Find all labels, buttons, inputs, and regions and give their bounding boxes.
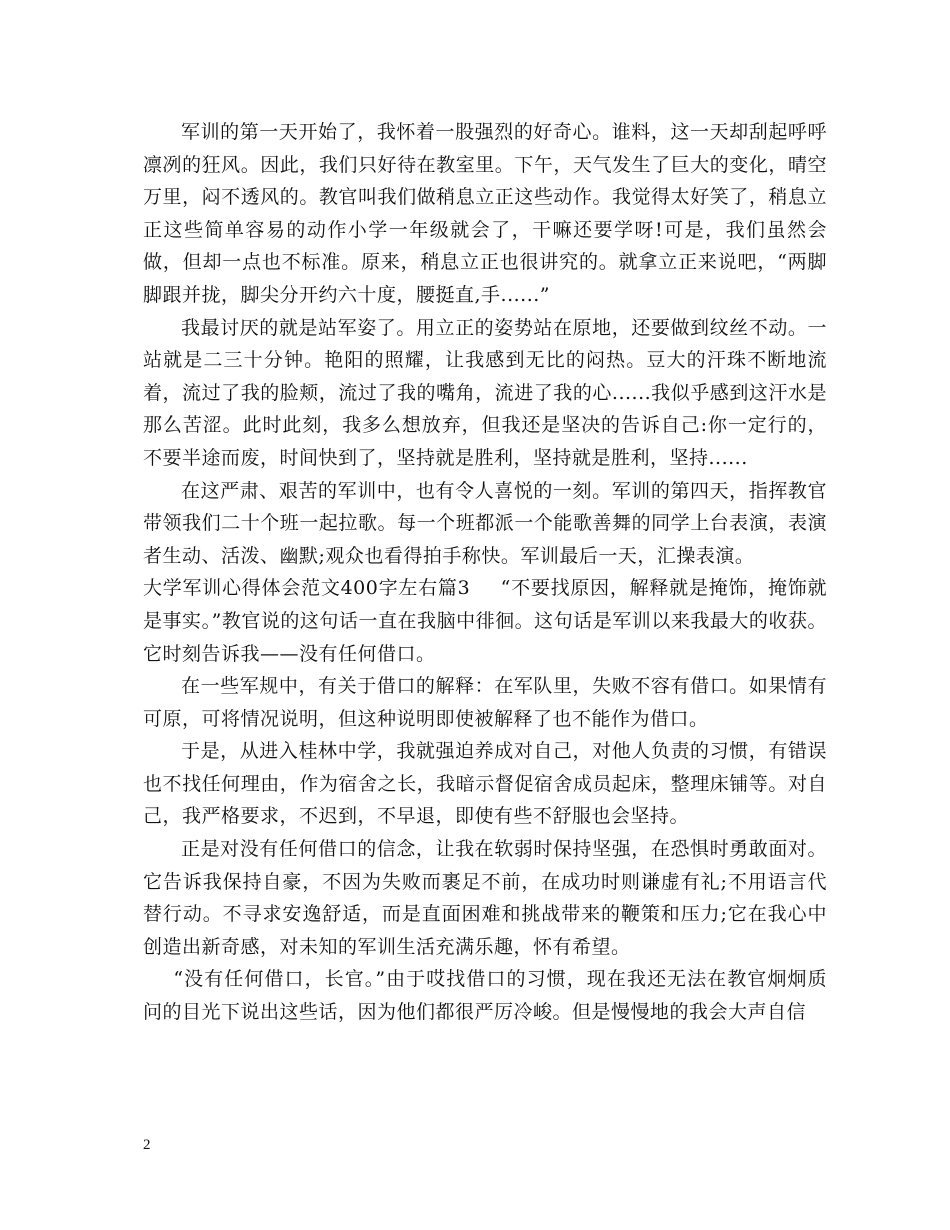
paragraph-section-start: [143, 572, 827, 670]
paragraph-responsibility: 于是，从进入桂林中学，我就强迫养成对自己，对他人负责的习惯，有错误也不找任何理由，作为宿舍之长，我暗示督促宿舍成员起床，整理床铺等。对自己，我严格要求，不迟到，不早退，即使有些不舒服也会坚持。: [143, 740, 827, 828]
document-body: [143, 116, 827, 1029]
section-heading: 大学军训心得体会范文400字左右篇3: [143, 577, 471, 600]
paragraph-belief: 正是对没有任何借口的信念，让我在软弱时保持坚强，在恐惧时勇敢面对。它告诉我保持自豪，不因为失败而裹足不前，在成功时则谦虚有礼;不用语言代替行动。不寻求安逸舒适，而是直面困难和挑战带来的鞭策和压力;它在我心中创造出新奇感，对未知的军训生活充满乐趣，怀有希望。: [143, 838, 827, 958]
section-first-paragraph: “不要找原因，解释就是掩饰，掩饰就是事实。”教官说的这句话一直在我脑中徘徊。这句话是军训以来我最大的收获。它时刻告诉我——没有任何借口。: [143, 577, 828, 665]
paragraph-no-excuse: “没有任何借口，长官。”由于哎找借口的习惯，现在我还无法在教官炯炯质问的目光下说出这些话，因为他们都很严厉冷峻。但是慢慢地的我会大声自信: [143, 968, 827, 1024]
paragraph-singing: 在这严肃、艰苦的军训中，也有令人喜悦的一刻。军训的第四天，指挥教官带领我们二十个班一起拉歌。每一个班都派一个能歌善舞的同学上台表演，表演者生动、活泼、幽默;观众也看得拍手称快。军训最后一天，汇操表演。: [143, 479, 827, 567]
page-number: 2: [143, 1137, 151, 1153]
paragraph-standing-posture: 我最讨厌的就是站军姿了。用立正的姿势站在原地，还要做到纹丝不动。一站就是二三十分钟。艳阳的照耀，让我感到无比的闷热。豆大的汗珠不断地流着，流过了我的脸颊，流过了我的嘴角，流进了我的心......我似乎感到这汗水是那么苦涩。此时此刻，我多么想放弃，但我还是坚决的告诉自己:你一定行的，不要半途而废，时间快到了，坚持就是胜利，坚持就是胜利，坚持......: [143, 316, 827, 469]
paragraph-military-rules: 在一些军规中，有关于借口的解释：在军队里，失败不容有借口。如果情有可原，可将情况说明，但这种说明即使被解释了也不能作为借口。: [143, 675, 827, 730]
paragraph-first-day: 军训的第一天开始了，我怀着一股强烈的好奇心。谁料，这一天却刮起呼呼凛冽的狂风。因此，我们只好待在教室里。下午，天气发生了巨大的变化，晴空万里，闷不透风的。教官叫我们做稍息立正这些动作。我觉得太好笑了，稍息立正这些简单容易的动作小学一年级就会了，干嘛还要学呀!可是，我们虽然会做，但却一点也不标准。原来，稍息立正也很讲究的。就拿立正来说吧，“两脚脚跟并拢，脚尖分开约六十度，腰挺直,手......”: [143, 121, 827, 306]
